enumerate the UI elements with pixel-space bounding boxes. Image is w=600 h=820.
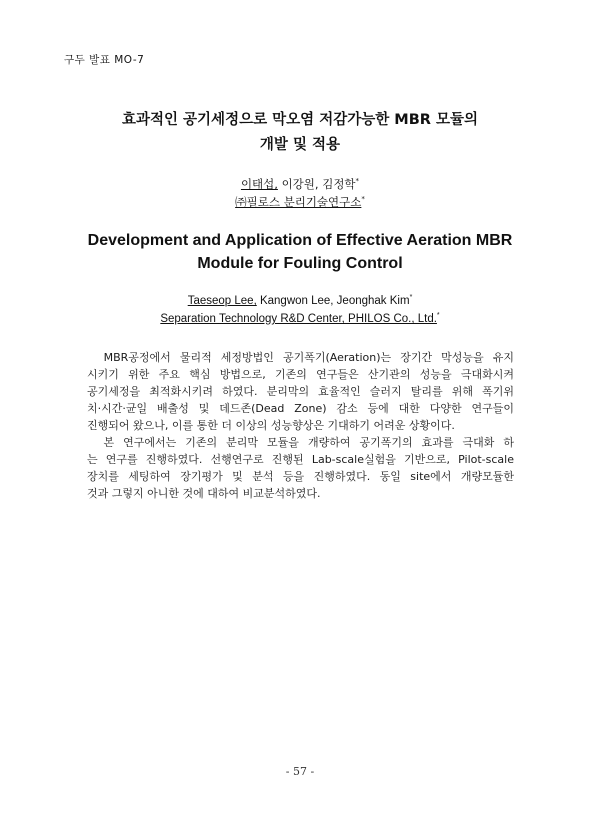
abstract-line: 진행되어 왔으나, 이를 통한 더 이상의 성능향상은 기대하기 어려운 상황이다. — [87, 419, 455, 432]
abstract-line: 는 연구를 진행하였다. 선행연구로 진행된 Lab-scale실험을 기반으로, Pilot-scale — [87, 453, 514, 466]
english-authors — [0, 294, 600, 307]
abstract-line: 공기세정을 최적화시키려 하였다. 분리막의 효율적인 슬러지 탈리를 위해 폭기위 — [87, 385, 514, 398]
abstract-line: 것과 그렇지 아니한 것에 대하여 비교분석하였다. — [87, 487, 321, 500]
abstract-line: MBR공정에서 물리적 세정방법인 공기폭기(Aeration)는 장기간 막성능을 유지 — [87, 351, 514, 364]
korean-affiliation — [0, 194, 600, 210]
page-number: - 57 - — [285, 765, 315, 778]
english-other-authors: Kangwon Lee, Jeonghak Kim — [256, 295, 410, 307]
abstract-line: 본 연구에서는 기존의 분리막 모듈을 개량하여 공기폭기의 효과를 극대화 하 — [87, 436, 514, 449]
english-affiliation-mark: * — [436, 312, 440, 319]
abstract-body — [87, 349, 514, 502]
english-affiliation — [0, 312, 600, 325]
korean-first-author: 이태섭, — [240, 177, 278, 191]
english-title-line-1: Development and Application of Effective Aeration MBR — [87, 232, 513, 249]
english-first-author: Taeseop Lee, — [187, 295, 257, 307]
korean-affiliation-mark: * — [361, 195, 365, 203]
korean-affiliation-text: ㈜필로스 분리기술연구소 — [235, 195, 362, 209]
korean-authors — [0, 176, 600, 192]
korean-title-line-2: 개발 및 적용 — [259, 137, 341, 153]
korean-corresponding-mark: * — [355, 177, 360, 185]
abstract-line: 치·시간·균일 배출성 및 데드존(Dead Zone) 감소 등에 대한 다양한 연구들이 — [87, 402, 514, 415]
korean-other-authors: 이강원, 김정학 — [277, 177, 356, 191]
korean-title-line-1: 효과적인 공기세정으로 막오염 저감가능한 MBR 모듈의 — [121, 112, 479, 128]
english-affiliation-text: Separation Technology R&D Center, PHILOS Co., Ltd. — [160, 313, 437, 325]
abstract-line: 시키기 위한 주요 핵심 방법으로, 기존의 연구들은 산기관의 성능을 극대화시켜 — [87, 368, 514, 381]
session-tag: 구두 발표 MO-7 — [64, 54, 145, 66]
abstract-line: 장치를 세팅하여 장기평가 및 분석 등을 진행하였다. 동일 site에서 개량모듈한 — [87, 470, 514, 483]
english-title-line-2: Module for Fouling Control — [197, 255, 403, 272]
english-corresponding-mark: * — [409, 294, 413, 301]
